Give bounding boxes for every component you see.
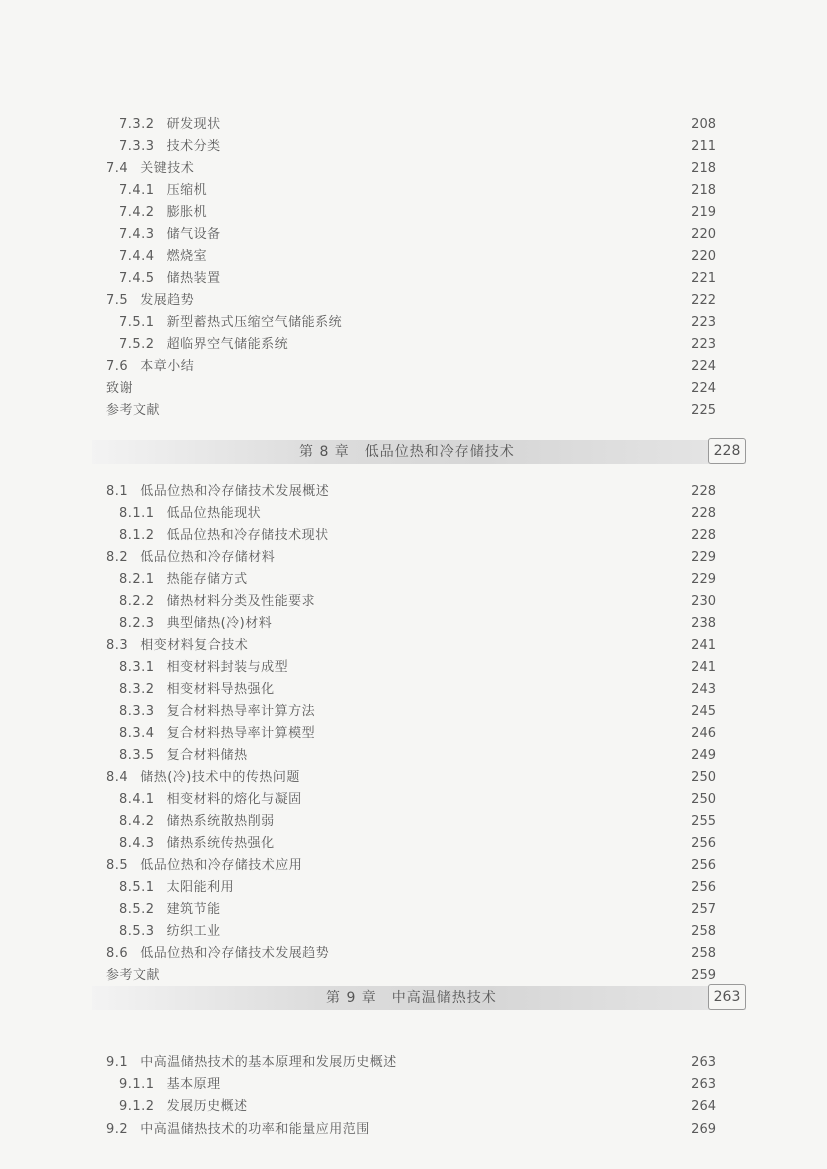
toc-entry-title: 储热材料分类及性能要求 — [166, 594, 316, 609]
toc-entry-number: 7.5.1 — [119, 315, 155, 330]
toc-entry-title: 储热(冷)技术中的传热问题 — [140, 770, 300, 785]
toc-entry-title: 中高温储热技术的基本原理和发展历史概述 — [140, 1055, 397, 1070]
dot-leader — [162, 965, 678, 987]
toc-entry-number: 8.2.2 — [119, 594, 155, 609]
toc-entry-title: 研发现状 — [166, 117, 221, 132]
toc-entry[interactable] — [0, 789, 827, 811]
toc-entry[interactable] — [0, 833, 827, 855]
toc-entry-title: 复合材料储热 — [166, 748, 248, 763]
chapter-8-title: 第 8 章 低品位热和冷存储技术 — [299, 444, 515, 460]
toc-entry[interactable] — [0, 114, 827, 136]
toc-entry[interactable] — [0, 481, 827, 503]
dot-leader — [337, 481, 678, 503]
toc-entry-title: 储热系统散热削弱 — [166, 814, 275, 829]
toc-entry-number: 8.3 — [106, 638, 129, 653]
toc-entry-number: 8.3.3 — [119, 704, 155, 719]
toc-entry[interactable] — [0, 224, 827, 246]
toc-entry[interactable] — [0, 657, 827, 679]
dot-leader — [310, 855, 678, 877]
toc-entry-page-number: 211 — [691, 139, 716, 154]
toc-entry-number: 7.4.5 — [119, 271, 155, 286]
dot-leader — [323, 723, 678, 745]
toc-entry-number: 9.2 — [106, 1121, 129, 1137]
dot-leader — [308, 767, 678, 789]
chapter-8-heading — [92, 440, 746, 464]
toc-entry-number: 8.4.2 — [119, 814, 155, 829]
toc-entry-page-number: 224 — [691, 381, 716, 396]
dot-leader — [283, 679, 678, 701]
toc-entry[interactable] — [0, 246, 827, 268]
toc-entry[interactable] — [0, 767, 827, 789]
toc-entry[interactable] — [0, 679, 827, 701]
toc-entry[interactable] — [0, 268, 827, 290]
toc-entry-number: 7.4.1 — [119, 183, 155, 198]
toc-entry-page-number: 258 — [691, 924, 716, 939]
toc-entry-page-number: 259 — [691, 968, 716, 983]
toc-entry-title: 低品位热能现状 — [166, 506, 262, 521]
toc-entry[interactable] — [0, 547, 827, 569]
toc-entry[interactable] — [0, 1096, 827, 1118]
dot-leader — [405, 1052, 678, 1074]
toc-entry[interactable] — [0, 136, 827, 158]
toc-entry-page-number: 263 — [691, 1055, 716, 1070]
toc-entry-number: 8.3.1 — [119, 660, 155, 675]
toc-entry[interactable] — [0, 1119, 827, 1141]
toc-entry-title: 太阳能利用 — [166, 880, 235, 895]
toc-entry-title: 发展历史概述 — [166, 1099, 248, 1115]
toc-entry[interactable] — [0, 180, 827, 202]
toc-entry[interactable] — [0, 312, 827, 334]
toc-entry-title: 低品位热和冷存储技术现状 — [166, 528, 329, 543]
dot-leader — [256, 745, 678, 767]
dot-leader — [202, 356, 678, 378]
dot-leader — [229, 921, 678, 943]
toc-entry[interactable] — [0, 723, 827, 745]
dot-leader — [242, 877, 678, 899]
toc-entry-page-number: 228 — [691, 528, 716, 543]
toc-entry-number: 8.1.1 — [119, 506, 155, 521]
toc-entry-page-number: 249 — [691, 748, 716, 763]
toc-entry-title: 相变材料复合技术 — [140, 638, 249, 653]
toc-entry-number: 7.5.2 — [119, 337, 155, 352]
toc-entry-title: 基本原理 — [166, 1077, 221, 1093]
toc-entry[interactable] — [0, 290, 827, 312]
toc-entry-title: 纺织工业 — [166, 924, 221, 939]
toc-entry-title: 低品位热和冷存储技术应用 — [140, 858, 303, 873]
dot-leader — [378, 1119, 678, 1141]
toc-entry[interactable] — [0, 202, 827, 224]
toc-entry-page-number: 228 — [691, 484, 716, 499]
toc-entry-title: 参考文献 — [106, 403, 161, 418]
toc-entry-page-number: 243 — [691, 682, 716, 697]
toc-entry-title: 膨胀机 — [166, 205, 208, 220]
toc-entry-number: 7.4 — [106, 161, 129, 176]
toc-entry-number: 8.3.2 — [119, 682, 155, 697]
toc-entry[interactable] — [0, 525, 827, 547]
toc-entry-page-number: 238 — [691, 616, 716, 631]
toc-entry-page-number: 228 — [691, 506, 716, 521]
toc-entry[interactable] — [0, 943, 827, 965]
toc-entry-number: 8.5.3 — [119, 924, 155, 939]
toc-entry-title: 中高温储热技术的功率和能量应用范围 — [140, 1121, 370, 1137]
toc-entry[interactable] — [0, 899, 827, 921]
toc-entry[interactable] — [0, 635, 827, 657]
toc-entry-page-number: 221 — [691, 271, 716, 286]
chapter-9-heading — [92, 986, 746, 1010]
toc-entry-number: 8.2.3 — [119, 616, 155, 631]
toc-entry[interactable] — [0, 569, 827, 591]
toc-entry[interactable] — [0, 503, 827, 525]
toc-entry[interactable] — [0, 1074, 827, 1096]
toc-entry-title: 储气设备 — [166, 227, 221, 242]
toc-entry-page-number: 223 — [691, 337, 716, 352]
toc-entry-title: 相变材料的熔化与凝固 — [166, 792, 302, 807]
dot-leader — [215, 202, 678, 224]
toc-entry-title: 低品位热和冷存储技术发展概述 — [140, 484, 330, 499]
dot-leader — [323, 701, 678, 723]
toc-entry[interactable] — [0, 877, 827, 899]
toc-entry-title: 相变材料封装与成型 — [166, 660, 289, 675]
toc-entry[interactable] — [0, 921, 827, 943]
toc-entry-title: 致谢 — [106, 381, 134, 396]
toc-entry[interactable] — [0, 855, 827, 877]
toc-entry-number: 8.1 — [106, 484, 129, 499]
toc-entry-title: 低品位热和冷存储材料 — [140, 550, 276, 565]
toc-entry[interactable] — [0, 356, 827, 378]
toc-entry-number: 9.1.2 — [119, 1099, 155, 1115]
toc-entry-page-number: 241 — [691, 660, 716, 675]
dot-leader — [283, 547, 678, 569]
toc-entry-number: 8.2 — [106, 550, 129, 565]
dot-leader — [215, 180, 678, 202]
toc-entry-title: 关键技术 — [140, 161, 195, 176]
toc-entry-number: 8.2.1 — [119, 572, 155, 587]
toc-entry-page-number: 218 — [691, 161, 716, 176]
toc-entry-page-number: 218 — [691, 183, 716, 198]
toc-entry-page-number: 245 — [691, 704, 716, 719]
toc-entry-page-number: 230 — [691, 594, 716, 609]
dot-leader — [229, 1074, 678, 1096]
dot-leader — [256, 635, 678, 657]
dot-leader — [310, 789, 678, 811]
toc-entry-page-number: 256 — [691, 858, 716, 873]
toc-entry-title: 储热装置 — [166, 271, 221, 286]
toc-entry-title: 超临界空气储能系统 — [166, 337, 289, 352]
toc-entry-number: 9.1 — [106, 1055, 129, 1070]
toc-entry-number: 8.1.2 — [119, 528, 155, 543]
toc-entry-number: 8.3.5 — [119, 748, 155, 763]
toc-entry-title: 复合材料热导率计算模型 — [166, 726, 316, 741]
toc-entry-page-number: 229 — [691, 572, 716, 587]
chapter-9-page-number: 263 — [708, 984, 746, 1010]
toc-entry-page-number: 229 — [691, 550, 716, 565]
toc-entry-title: 燃烧室 — [166, 249, 208, 264]
toc-entry-number: 8.5.1 — [119, 880, 155, 895]
toc-entry-title: 发展趋势 — [140, 293, 195, 308]
toc-entry-page-number: 224 — [691, 359, 716, 374]
toc-entry-page-number: 256 — [691, 836, 716, 851]
dot-leader — [269, 503, 678, 525]
dot-leader — [350, 312, 678, 334]
toc-entry-number: 7.4.3 — [119, 227, 155, 242]
dot-leader — [337, 525, 678, 547]
dot-leader — [162, 400, 678, 422]
toc-entry-number: 7.4.2 — [119, 205, 155, 220]
dot-leader — [202, 290, 678, 312]
toc-entry-page-number: 269 — [691, 1121, 716, 1137]
toc-entry-number: 8.5 — [106, 858, 129, 873]
dot-leader — [229, 114, 678, 136]
dot-leader — [215, 246, 678, 268]
dot-leader — [283, 833, 678, 855]
toc-entry[interactable] — [0, 965, 827, 987]
toc-entry-title: 热能存储方式 — [166, 572, 248, 587]
toc-entry-page-number: 208 — [691, 117, 716, 132]
toc-entry-number: 8.4.1 — [119, 792, 155, 807]
toc-entry-page-number: 250 — [691, 770, 716, 785]
toc-entry[interactable] — [0, 811, 827, 833]
toc-entry-number: 8.4 — [106, 770, 129, 785]
toc-entry-number: 8.4.3 — [119, 836, 155, 851]
toc-entry-page-number: 241 — [691, 638, 716, 653]
toc-entry[interactable] — [0, 334, 827, 356]
toc-entry-number: 7.6 — [106, 359, 129, 374]
toc-entry-number: 8.3.4 — [119, 726, 155, 741]
dot-leader — [323, 591, 678, 613]
dot-leader — [229, 224, 678, 246]
dot-leader — [229, 136, 678, 158]
toc-entry-title: 低品位热和冷存储技术发展趋势 — [140, 946, 330, 961]
toc-entry-page-number: 222 — [691, 293, 716, 308]
toc-entry-title: 相变材料导热强化 — [166, 682, 275, 697]
toc-entry-page-number: 220 — [691, 227, 716, 242]
toc-entry-number: 9.1.1 — [119, 1077, 155, 1093]
toc-entry[interactable] — [0, 701, 827, 723]
toc-entry-title: 压缩机 — [166, 183, 208, 198]
toc-entry-title: 典型储热(冷)材料 — [166, 616, 273, 631]
toc-entry[interactable] — [0, 158, 827, 180]
dot-leader — [229, 268, 678, 290]
toc-entry[interactable] — [0, 613, 827, 635]
toc-entry-page-number: 220 — [691, 249, 716, 264]
toc-entry-page-number: 258 — [691, 946, 716, 961]
toc-entry-page-number: 225 — [691, 403, 716, 418]
toc-entry[interactable] — [0, 591, 827, 613]
dot-leader — [256, 569, 678, 591]
dot-leader — [135, 378, 678, 400]
dot-leader — [202, 158, 678, 180]
toc-entry-page-number: 257 — [691, 902, 716, 917]
dot-leader — [296, 657, 678, 679]
dot-leader — [296, 334, 678, 356]
dot-leader — [280, 613, 678, 635]
dot-leader — [229, 899, 678, 921]
toc-entry-title: 技术分类 — [166, 139, 221, 154]
chapter-8-page-number: 228 — [708, 438, 746, 464]
toc-entry-number: 8.6 — [106, 946, 129, 961]
dot-leader — [256, 1096, 678, 1118]
toc-entry-title: 参考文献 — [106, 968, 161, 983]
toc-entry-page-number: 246 — [691, 726, 716, 741]
toc-entry-title: 储热系统传热强化 — [166, 836, 275, 851]
toc-entry-number: 8.5.2 — [119, 902, 155, 917]
dot-leader — [283, 811, 678, 833]
toc-entry-title: 复合材料热导率计算方法 — [166, 704, 316, 719]
toc-entry-page-number: 256 — [691, 880, 716, 895]
toc-entry-page-number: 219 — [691, 205, 716, 220]
toc-entry[interactable] — [0, 1052, 827, 1074]
toc-entry[interactable] — [0, 378, 827, 400]
toc-entry-page-number: 255 — [691, 814, 716, 829]
toc-entry-page-number: 250 — [691, 792, 716, 807]
toc-entry-title: 新型蓄热式压缩空气储能系统 — [166, 315, 343, 330]
toc-entry-number: 7.5 — [106, 293, 129, 308]
chapter-9-title: 第 9 章 中高温储热技术 — [326, 990, 497, 1006]
toc-entry-number: 7.4.4 — [119, 249, 155, 264]
toc-entry[interactable] — [0, 400, 827, 422]
toc-entry-page-number: 264 — [691, 1099, 716, 1115]
dot-leader — [337, 943, 678, 965]
toc-entry-number: 7.3.2 — [119, 117, 155, 132]
toc-entry-title: 建筑节能 — [166, 902, 221, 917]
toc-entry-page-number: 263 — [691, 1077, 716, 1093]
toc-entry-page-number: 223 — [691, 315, 716, 330]
toc-entry-title: 本章小结 — [140, 359, 195, 374]
toc-entry[interactable] — [0, 745, 827, 767]
toc-entry-number: 7.3.3 — [119, 139, 155, 154]
